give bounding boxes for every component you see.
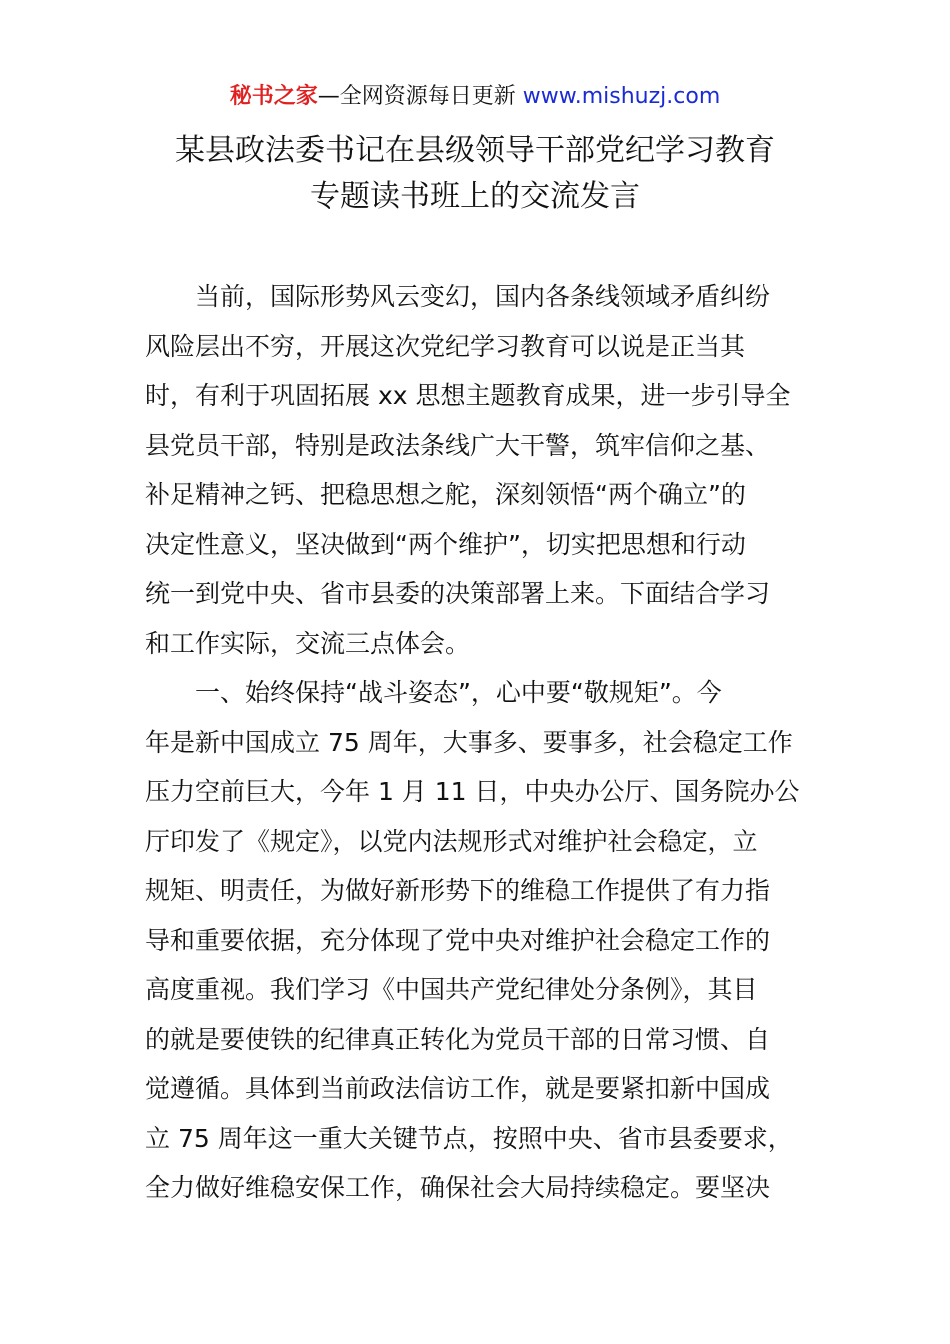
paragraph-intro	[145, 272, 810, 668]
text-line: 决定性意义，坚决做到“两个维护”，切实把思想和行动	[145, 529, 746, 559]
title-line-2: 专题读书班上的交流发言	[310, 179, 640, 214]
text-line: 时，有利于巩固拓展 xx 思想主题教育成果，进一步引导全	[145, 381, 791, 410]
text-line: 高度重视。我们学习《中国共产党纪律处分条例》，其目	[145, 975, 758, 1004]
text-line: 导和重要依据，充分体现了党中央对维护社会稳定工作的	[145, 925, 771, 955]
text-line: 和工作实际，交流三点体会。	[145, 628, 471, 658]
document-body	[145, 272, 810, 1213]
text-line: 厅印发了《规定》，以党内法规形式对维护社会稳定，立	[145, 826, 758, 856]
text-line: 补足精神之钙、把稳思想之舵，深刻领悟“两个确立”的	[145, 480, 746, 509]
text-line: 觉遵循。具体到当前政法信访工作，就是要紧扣新中国成	[145, 1074, 771, 1103]
text-line: 全力做好维稳安保工作，确保社会大局持续稳定。要坚决	[145, 1173, 771, 1202]
document-title	[0, 128, 950, 220]
text-line: 统一到党中央、省市县委的决策部署上来。下面结合学习	[145, 579, 771, 608]
text-line: 立 75 周年这一重大关键节点，按照中央、省市县委要求，	[145, 1123, 793, 1153]
text-line: 当前，国际形势风云变幻，国内各条线领域矛盾纠纷	[195, 282, 771, 311]
site-url-link[interactable]: www.mishuzj.com	[522, 84, 721, 109]
brand-name: 秘书之家	[229, 84, 318, 109]
text-line: 一、始终保持“战斗姿态”，心中要“敬规矩”。今	[195, 678, 722, 707]
text-line: 规矩、明责任，为做好新形势下的维稳工作提供了有力指	[145, 876, 771, 905]
text-line: 县党员干部，特别是政法条线广大干警，筑牢信仰之基、	[145, 430, 771, 460]
banner-tagline: —全网资源每日更新	[317, 84, 523, 109]
title-line-1: 某县政法委书记在县级领导干部党纪学习教育	[175, 133, 775, 168]
site-banner	[0, 82, 950, 112]
text-line: 风险层出不穷，开展这次党纪学习教育可以说是正当其	[145, 331, 746, 361]
paragraph-section-one	[145, 668, 810, 1213]
text-line: 年是新中国成立 75 周年，大事多、要事多，社会稳定工作	[145, 727, 793, 757]
text-line: 压力空前巨大，今年 1 月 11 日，中央办公厅、国务院办公	[145, 777, 800, 806]
text-line: 的就是要使铁的纪律真正转化为党员干部的日常习惯、自	[145, 1024, 771, 1054]
